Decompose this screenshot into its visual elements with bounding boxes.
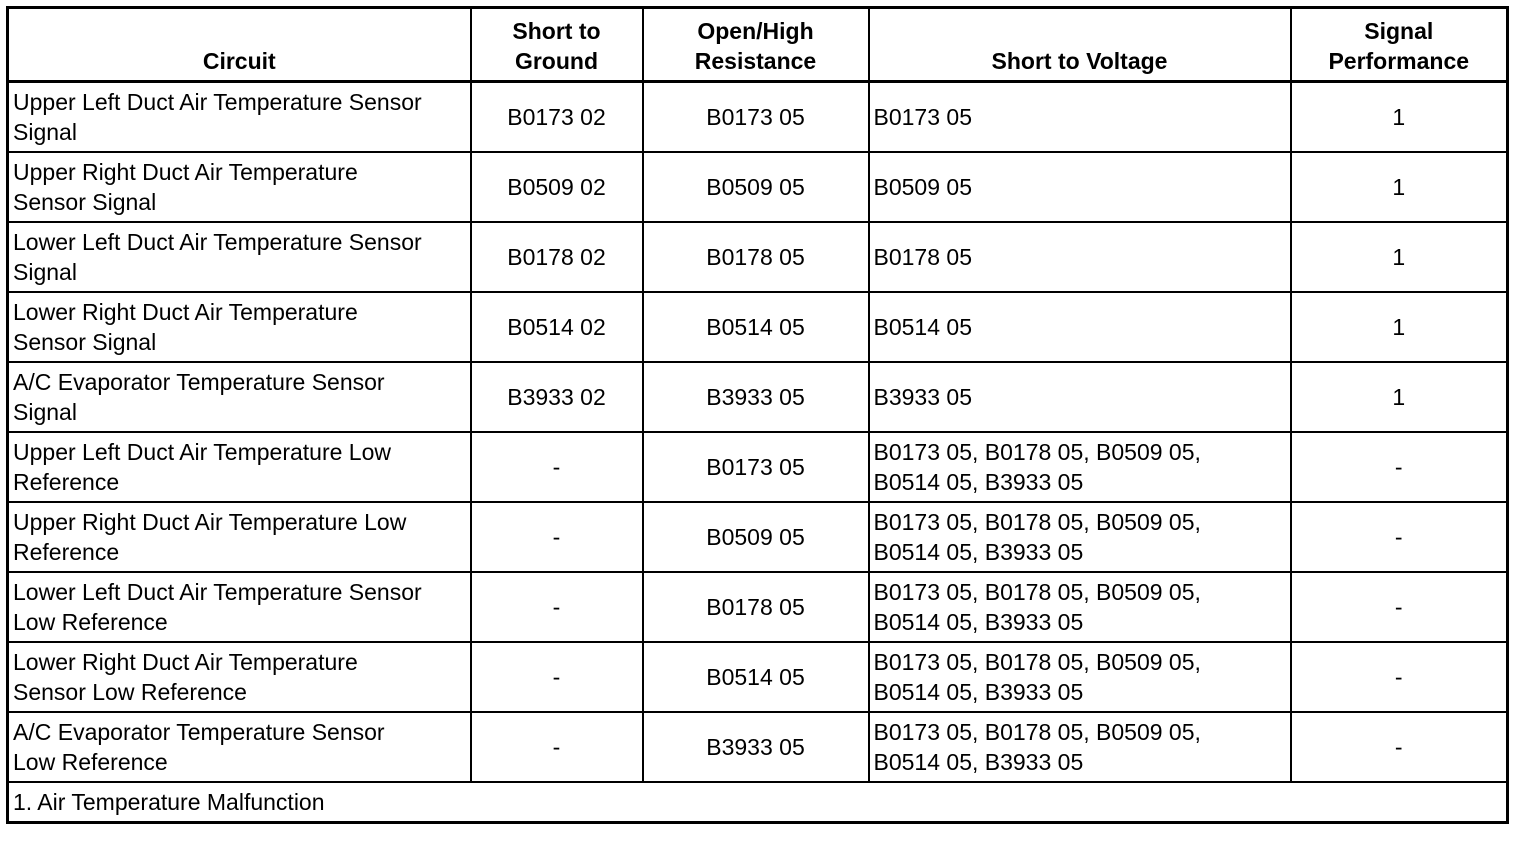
signal-performance-cell: 1 [1291,362,1508,432]
short-to-voltage-line: B0514 05, B3933 05 [873,679,1084,705]
short-to-voltage-line: B0173 05, B0178 05, B0509 05, [873,439,1201,465]
signal-performance-cell: - [1291,572,1508,642]
short-to-ground-cell: B0514 02 [471,292,643,362]
circuit-line: Sensor Signal [13,329,157,355]
open-high-resistance-cell: B0178 05 [643,222,869,292]
short-to-voltage-line: B0514 05, B3933 05 [873,609,1084,635]
short-to-voltage-cell [869,502,1291,572]
signal-performance-cell: - [1291,642,1508,712]
table-row [8,362,1508,432]
open-high-resistance-cell: B0173 05 [643,432,869,502]
short-to-voltage-line: B0173 05, B0178 05, B0509 05, [873,719,1201,745]
table-row [8,292,1508,362]
table-footer [8,782,1508,823]
short-to-voltage-line: B0173 05 [873,104,972,130]
circuit-line: Signal [13,399,77,425]
short-to-ground-cell: - [471,432,643,502]
circuit-line: Low Reference [13,749,168,775]
table-body [8,82,1508,783]
short-to-voltage-line: B3933 05 [873,384,972,410]
header-signal-performance [1291,8,1508,82]
circuit-line: Low Reference [13,609,168,635]
circuit-cell [8,222,471,292]
short-to-voltage-line: B0514 05, B3933 05 [873,469,1084,495]
header-short-to-ground-line-2: Ground [514,48,599,74]
open-high-resistance-cell: B3933 05 [643,712,869,782]
short-to-voltage-cell [869,222,1291,292]
short-to-voltage-cell [869,712,1291,782]
short-to-voltage-line: B0514 05 [873,314,972,340]
short-to-voltage-line: B0509 05 [873,174,972,200]
short-to-voltage-cell [869,362,1291,432]
table-row [8,152,1508,222]
circuit-cell [8,82,471,153]
short-to-voltage-cell [869,642,1291,712]
circuit-line: Lower Right Duct Air Temperature [13,299,358,325]
open-high-resistance-cell: B0509 05 [643,152,869,222]
header-signal-performance-line-1: Signal [1364,18,1434,44]
table-row [8,572,1508,642]
short-to-ground-cell: B0173 02 [471,82,643,153]
short-to-voltage-line: B0173 05, B0178 05, B0509 05, [873,579,1201,605]
circuit-line: A/C Evaporator Temperature Sensor [13,369,385,395]
table-row [8,82,1508,153]
circuit-line: Upper Left Duct Air Temperature Low [13,439,391,465]
open-high-resistance-cell: B0514 05 [643,642,869,712]
circuit-line: Upper Right Duct Air Temperature [13,159,358,185]
circuit-cell [8,362,471,432]
open-high-resistance-cell: B0173 05 [643,82,869,153]
header-open-high-resistance-line-2: Resistance [694,48,817,74]
circuit-cell [8,642,471,712]
short-to-ground-cell: B3933 02 [471,362,643,432]
circuit-cell [8,432,471,502]
header-short-to-ground-line-1: Short to [512,18,601,44]
short-to-ground-cell: - [471,572,643,642]
short-to-voltage-cell [869,292,1291,362]
circuit-line: A/C Evaporator Temperature Sensor [13,719,385,745]
circuit-cell [8,572,471,642]
short-to-voltage-cell [869,152,1291,222]
signal-performance-cell: 1 [1291,82,1508,153]
circuit-cell [8,502,471,572]
circuit-line: Upper Right Duct Air Temperature Low [13,509,407,535]
table-row [8,502,1508,572]
circuit-line: Sensor Signal [13,189,157,215]
header-circuit: Circuit [8,8,471,82]
header-open-high-resistance [643,8,869,82]
signal-performance-cell: - [1291,432,1508,502]
short-to-voltage-line: B0514 05, B3933 05 [873,749,1084,775]
short-to-ground-cell: B0178 02 [471,222,643,292]
short-to-voltage-cell [869,432,1291,502]
circuit-line: Signal [13,259,77,285]
circuit-line: Upper Left Duct Air Temperature Sensor [13,89,422,115]
open-high-resistance-cell: B0178 05 [643,572,869,642]
circuit-line: Sensor Low Reference [13,679,247,705]
table-row [8,432,1508,502]
signal-performance-cell: - [1291,712,1508,782]
footnote-row [8,782,1508,823]
short-to-ground-cell: B0509 02 [471,152,643,222]
short-to-voltage-cell [869,82,1291,153]
signal-performance-cell: 1 [1291,222,1508,292]
short-to-voltage-cell [869,572,1291,642]
open-high-resistance-cell: B0509 05 [643,502,869,572]
dtc-circuit-table [6,6,1509,824]
open-high-resistance-cell: B3933 05 [643,362,869,432]
table-row [8,642,1508,712]
signal-performance-cell: 1 [1291,292,1508,362]
table-row [8,712,1508,782]
circuit-cell [8,152,471,222]
table-row [8,222,1508,292]
circuit-line: Lower Right Duct Air Temperature [13,649,358,675]
table-header [8,8,1508,82]
open-high-resistance-cell: B0514 05 [643,292,869,362]
footnote: 1. Air Temperature Malfunction [8,782,1508,823]
header-row [8,8,1508,82]
short-to-voltage-line: B0514 05, B3933 05 [873,539,1084,565]
short-to-voltage-line: B0173 05, B0178 05, B0509 05, [873,649,1201,675]
signal-performance-cell: 1 [1291,152,1508,222]
header-signal-performance-line-2: Performance [1328,48,1470,74]
short-to-ground-cell: - [471,642,643,712]
circuit-line: Reference [13,469,120,495]
circuit-line: Lower Left Duct Air Temperature Sensor [13,579,422,605]
short-to-voltage-line: B0178 05 [873,244,972,270]
circuit-line: Lower Left Duct Air Temperature Sensor [13,229,422,255]
short-to-voltage-line: B0173 05, B0178 05, B0509 05, [873,509,1201,535]
header-short-to-ground [471,8,643,82]
signal-performance-cell: - [1291,502,1508,572]
circuit-cell [8,712,471,782]
header-open-high-resistance-line-1: Open/High [697,18,814,44]
header-short-to-voltage: Short to Voltage [869,8,1291,82]
short-to-ground-cell: - [471,502,643,572]
short-to-ground-cell: - [471,712,643,782]
circuit-line: Reference [13,539,120,565]
circuit-line: Signal [13,119,77,145]
circuit-cell [8,292,471,362]
